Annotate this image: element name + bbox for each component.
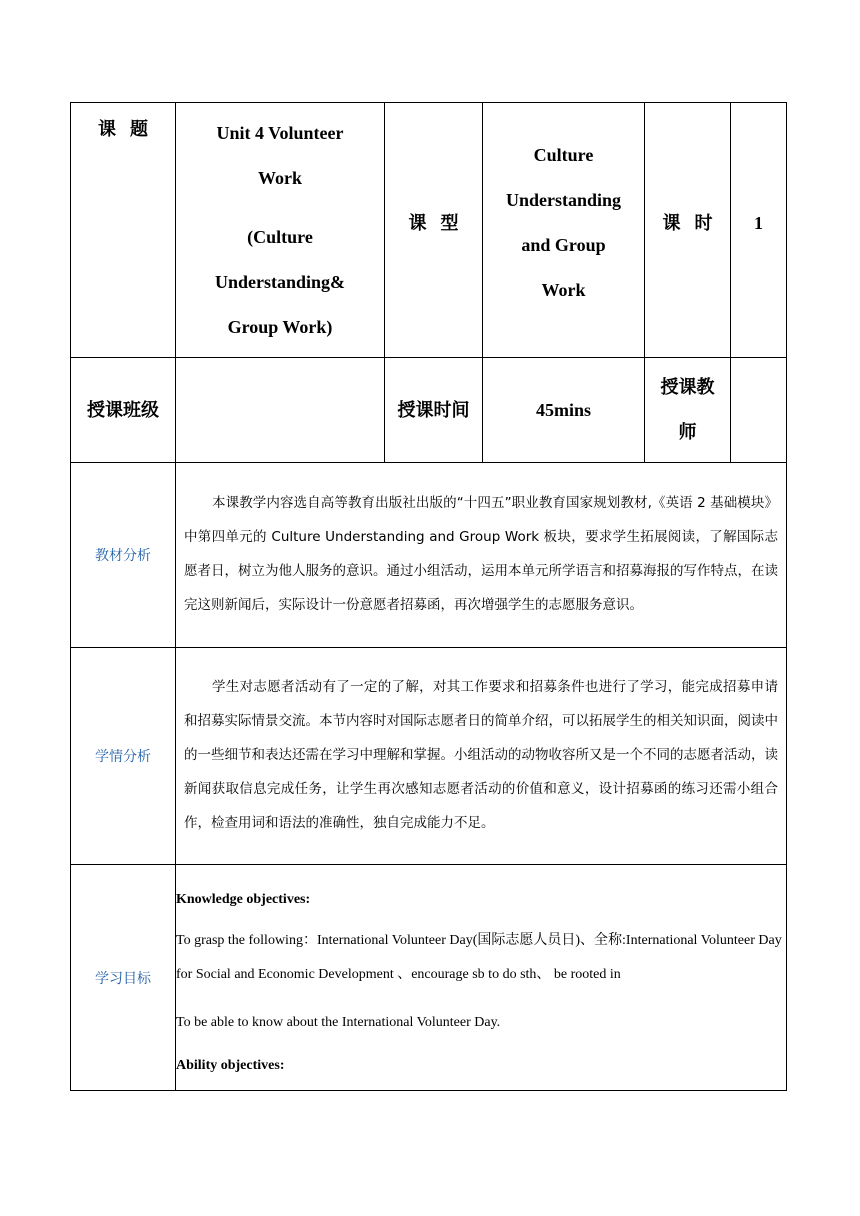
class-label: 授课班级 — [87, 399, 159, 421]
objectives-text-cell — [176, 865, 787, 1091]
periods-value: 1 — [754, 213, 763, 233]
material-row — [71, 463, 787, 648]
material-text: 本课教学内容选自高等教育出版社出版的“十四五”职业教育国家规划教材,《英语 2 基础模块》中第四单元的 Culture Understanding and Group Work 板块，要求学生拓展阅读，了解国际志愿者日，树立为他人服务的意识。通过小组活动，运用本单元所学语言和招募海报的写作特点，在读完这则新闻后，实际设计一份意愿者招募函，再次增强学生的志愿服务意识。 — [184, 495, 778, 613]
material-text-cell — [176, 463, 787, 648]
topic-label: 课题 — [98, 119, 162, 140]
time-label: 授课时间 — [397, 399, 470, 421]
class-label-cell — [71, 358, 176, 463]
time-value-cell — [483, 358, 645, 463]
type-line-2: Understanding — [505, 190, 622, 210]
header-row — [71, 103, 787, 358]
periods-label: 课时 — [662, 213, 727, 234]
objectives-label-cell — [71, 865, 176, 1091]
type-line-4: Work — [541, 280, 586, 300]
teacher-label-line-1: 授课教 — [660, 377, 715, 398]
time-value: 45mins — [535, 399, 591, 420]
topic-value-cell — [176, 103, 385, 358]
topic-line-1: Unit 4 Volunteer — [216, 122, 344, 143]
topic-line-3: (Culture — [247, 226, 313, 247]
objectives-label: 学习目标 — [95, 970, 151, 987]
type-line-1: Culture — [533, 145, 594, 165]
periods-value-cell — [731, 103, 787, 358]
class-value-cell — [176, 358, 385, 463]
material-label-cell — [71, 463, 176, 648]
learner-row — [71, 648, 787, 865]
teacher-label-line-2: 师 — [678, 422, 697, 443]
topic-line-2: Work — [257, 167, 302, 188]
learner-text: 学生对志愿者活动有了一定的了解，对其工作要求和招募条件也进行了学习，能完成招募申请和招募实际情景交流。本节内容时对国际志愿者日的简单介绍，可以拓展学生的相关知识面，阅读中的一些细节和表达还需在学习中理解和掌握。小组活动的动物收容所又是一个不同的志愿者活动，读新闻获取信息完成任务，让学生再次感知志愿者活动的价值和意义，设计招募函的练习还需小组合作，检查用词和语法的准确性，独自完成能力不足。 — [184, 679, 778, 831]
knowledge-text-2: To be able to know about the International Volunteer Day. — [176, 1014, 501, 1030]
learner-label-cell — [71, 648, 176, 865]
teacher-value-cell — [731, 358, 787, 463]
lesson-plan-table — [70, 102, 787, 1091]
objectives-row — [71, 865, 787, 1091]
type-value-cell — [483, 103, 645, 358]
teacher-label-cell — [645, 358, 731, 463]
knowledge-text: To grasp the following：International Volunteer Day(国际志愿人员日)、全称:International Volunteer Day for Social and Economic Development 、encourage sb to do sth、 be rooted in — [176, 932, 782, 982]
class-row — [71, 358, 787, 463]
topic-label-cell — [71, 103, 176, 358]
learner-text-cell — [176, 648, 787, 865]
knowledge-heading: Knowledge objectives: — [176, 891, 311, 907]
type-label: 课型 — [408, 213, 473, 234]
topic-line-4: Understanding& — [214, 271, 346, 292]
time-label-cell — [385, 358, 483, 463]
type-label-cell — [385, 103, 483, 358]
periods-label-cell — [645, 103, 731, 358]
ability-heading: Ability objectives: — [176, 1057, 285, 1073]
topic-line-5: Group Work) — [227, 316, 333, 337]
type-line-3: and Group — [521, 235, 606, 255]
learner-label: 学情分析 — [95, 749, 151, 765]
material-label: 教材分析 — [95, 548, 151, 564]
